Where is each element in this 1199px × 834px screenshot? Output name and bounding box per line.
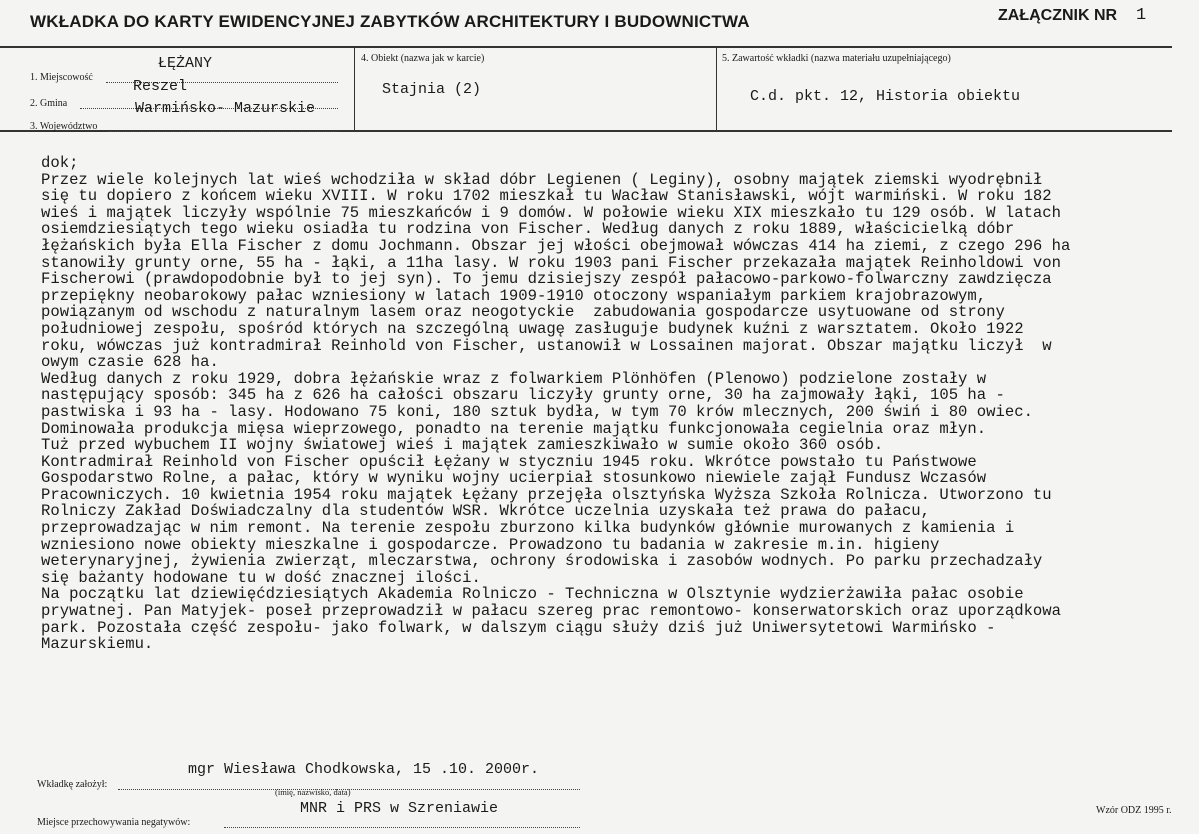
form-divider-1 (354, 46, 355, 131)
negatives-dots (224, 827, 580, 828)
body-line: osiemdziesiątych tego wieku osiadła tu rodzina von Fischer. Według danych z roku 1889, właścicielką dóbr (41, 220, 1015, 239)
object-value: Stajnia (2) (382, 81, 482, 98)
municipality-value: Reszel (133, 78, 188, 95)
body-line: Fischerowi (prawdopodobnie był to jej syn). To jemu dzisiejszy zespół pałacowo-parkowo-folwarczny zawdzięcza (41, 270, 1052, 289)
content-label: 5. Zawartość wkładki (nazwa materiału uzupełniającego) (722, 53, 951, 64)
body-line: Gospodarstwo Rolne, a pałac, który w wyniku wojny ucierpiał stosunkowo niewiele zajął Fundusz Wczasów (41, 469, 987, 488)
body-line: Dominowała produkcja mięsa wieprzowego, ponadto na terenie majątku funkcjonowała cegielnia oraz młyn. (41, 419, 987, 438)
body-line: weterynaryjnej, żywienia zwierząt, mleczarstwa, ochrony środowiska i zasobów wodnych. Po parku przechadzały (41, 552, 1043, 571)
author-hint: (imię, nazwisko, data) (275, 787, 351, 797)
body-line: się bażanty hodowane tu w dość znacznej ilości. (41, 568, 481, 587)
body-line: południowej zespołu, spośród których na szczególną uwagę zasługuje budynek kuźni z warsztatem. Około 1922 (41, 319, 1024, 338)
negatives-label: Miejsce przechowywania negatywów: (37, 817, 191, 828)
body-line: się tu dopiero z końcem wieku XVIII. W roku 1702 mieszkał tu Wacław Stanisławski, wójt warmiński. W roku 182 (41, 187, 1052, 206)
document-title: WKŁADKA DO KARTY EWIDENCYJNEJ ZABYTKÓW ARCHITEKTURY I BUDOWNICTWA (30, 12, 750, 31)
body-line: łężańskich była Ella Fischer z domu Jochmann. Obszar jej włości obejmował wówczas 414 ha ziemi, z czego 296 ha (41, 236, 1071, 255)
locality-value: ŁĘŻANY (158, 55, 213, 72)
locality-label: 1. Miejscowość (30, 72, 93, 83)
body-line: stanowiły grunty orne, 55 ha - łąki, a 11ha lasy. W roku 1903 pani Fischer przekazała majątek Reinholdowi von (41, 253, 1061, 272)
body-line: przepiękny neobarokowy pałac wzniesiony w latach 1909-1910 otoczony wspaniałym parkiem krajobrazowym, (41, 286, 987, 305)
body-line: Kontradmirał Reinhold von Fischer opuścił Łężany w styczniu 1945 roku. Wkrótce powstało tu Państwowe (41, 452, 977, 471)
body-line: dok; (41, 155, 79, 172)
annex-number: 1 (1136, 6, 1147, 25)
body-line: Tuż przed wybuchem II wojny światowej wieś i majątek zamieszkiwało w sumie około 360 osób. (41, 436, 884, 455)
negatives-value: MNR i PRS w Szreniawie (300, 800, 499, 817)
body-line: Rolniczy Zakład Doświadczalny dla studentów WSR. Wkrótce uczelnia uzyskała też prawa do pałacu, (41, 502, 930, 521)
body-line: powiązanym od wschodu z naturalnym lasem oraz neogotyckie zabudowania gospodarcze usytuowane od strony (41, 303, 1005, 322)
history-body-text (41, 155, 1191, 685)
body-line: Pracowniczych. 10 kwietnia 1954 roku majątek Łężany przejęła olsztyńska Wyższa Szkoła Rolnicza. Utworzono tu (41, 485, 1052, 504)
body-line: wzniesiono nowe obiekty mieszkalne i gospodarcze. Prowadzono tu badania w zakresie m.in. higieny (41, 535, 940, 554)
voivodeship-value: Warmińsko- Mazurskie (135, 100, 316, 117)
voivodeship-dots (108, 131, 338, 132)
body-line: wieś i majątek liczyły wspólnie 75 mieszkańców i 9 domów. W połowie wieku XIX mieszkało tu 129 osób. W latach (41, 203, 1061, 222)
body-line: roku, wówczas już kontradmirał Reinhold von Fischer, ustanowił w Lossainen majorat. Obszar majątku liczył w (41, 336, 1052, 355)
form-divider-2 (716, 46, 717, 131)
body-line: pastwiska i 93 ha - lasy. Hodowano 75 koni, 180 sztuk bydła, w tym 70 krów mlecznych, 200 świń i 80 owiec. (41, 402, 1033, 421)
voivodeship-label: 3. Województwo (30, 121, 98, 132)
body-line: park. Pozostała część zespołu- jako folwark, w dalszym ciągu służy dziś już Uniwersytetowi Warmińsko - (41, 618, 996, 637)
body-line: przeprowadzając w nim remont. Na terenie zespołu zburzono kilka budynków głównie murowanych z kamienia i (41, 519, 1015, 538)
body-line: Na początku lat dziewięćdziesiątych Akademia Rolniczo - Techniczna w Olsztynie wydzierżawiła pałac osobie (41, 585, 1024, 604)
author-value: mgr Wiesława Chodkowska, 15 .10. 2000r. (188, 761, 540, 778)
content-value: C.d. pkt. 12, Historia obiektu (750, 88, 1021, 105)
municipality-label: 2. Gmina (30, 98, 68, 109)
form-top-border (0, 46, 1172, 48)
body-line: Przez wiele kolejnych lat wieś wchodziła w skład dóbr Legienen ( Leginy), osobny majątek ziemski wyodrębnił (41, 170, 1043, 189)
author-label: Wkładkę założył: (37, 779, 108, 790)
body-line: Według danych z roku 1929, dobra łężańskie wraz z folwarkiem Plönhöfen (Plenowo) podzielone zostały w (41, 369, 987, 388)
object-label: 4. Obiekt (nazwa jak w karcie) (361, 53, 485, 64)
form-model-label: Wzór ODZ 1995 r. (1096, 805, 1172, 816)
body-line: owym czasie 628 ha. (41, 353, 219, 372)
body-line: Mazurskiemu. (41, 635, 154, 654)
body-line: prywatnej. Pan Matyjek- poseł przeprowadził w pałacu szereg prac remontowo- konserwatorskich oraz uporządkowa (41, 602, 1061, 621)
body-line: następujący sposób: 345 ha z 626 ha całości obszaru liczyły grunty orne, 30 ha zajmowały łąki, 105 ha - (41, 386, 1005, 405)
annex-label: ZAŁĄCZNIK NR (998, 7, 1118, 24)
